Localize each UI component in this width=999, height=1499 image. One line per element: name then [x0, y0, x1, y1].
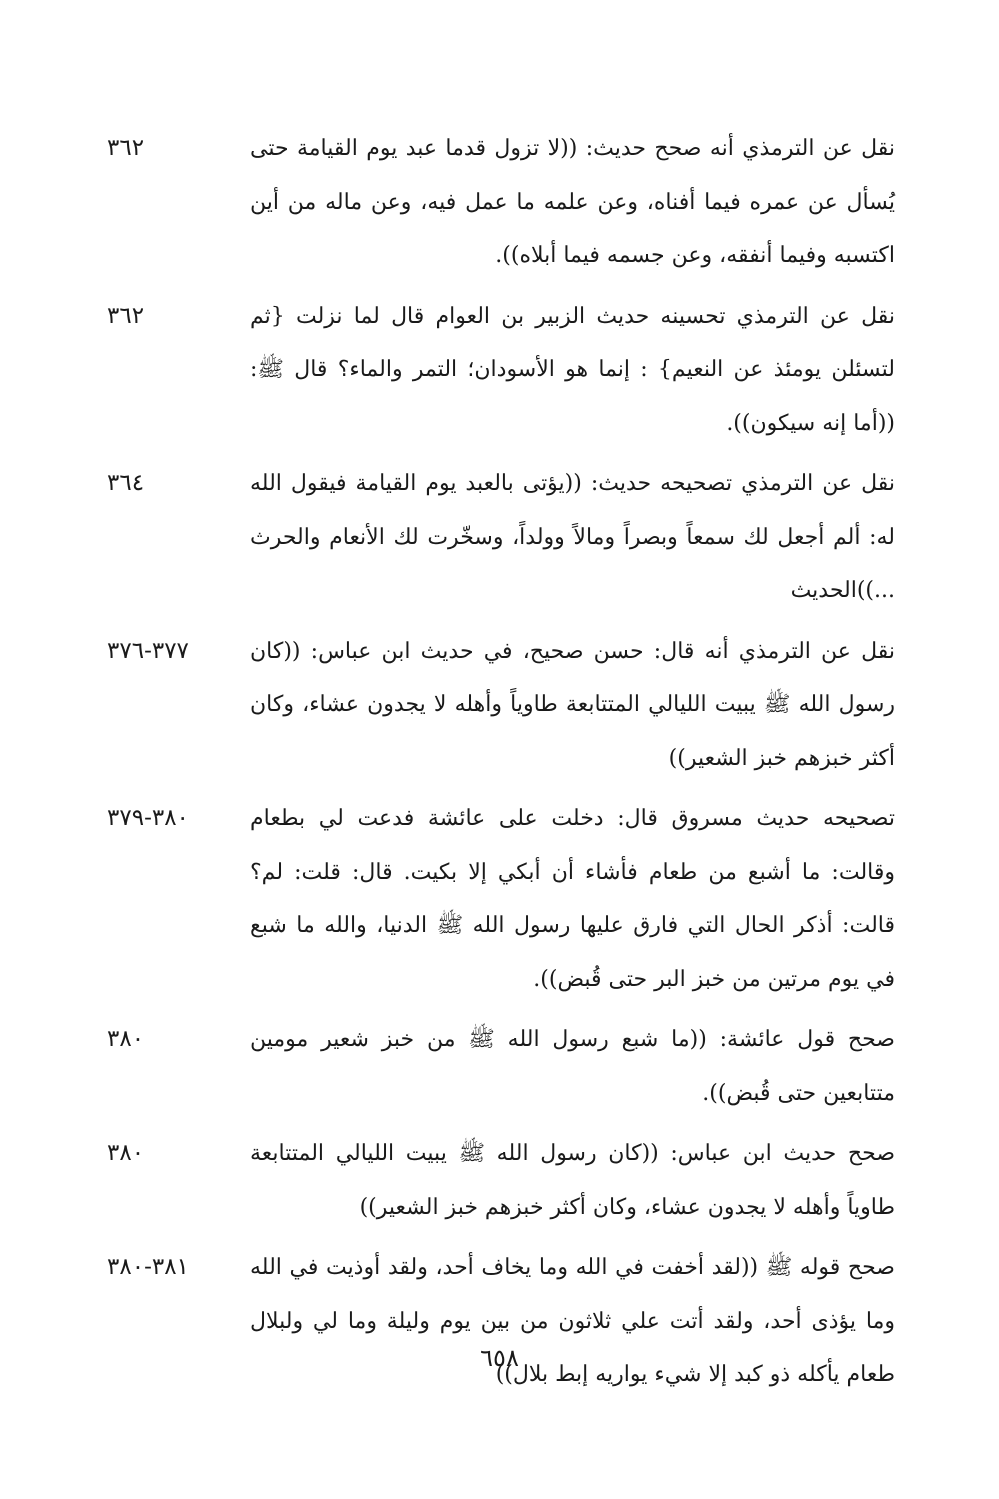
entry-text: نقل عن الترمذي أنه قال: حسن صحيح، في حديث ابن عباس: ((كان رسول الله ﷺ يبيت الليالي المتتابعة طاوياً وأهله لا يجدون عشاء، وكان أكثر خبزهم خبز الشعير)) — [250, 638, 895, 771]
index-entry — [95, 1013, 895, 1120]
entry-page-ref: ٣٦٢ — [107, 302, 145, 329]
page-number: ٦٥٨ — [480, 1344, 519, 1372]
entry-text: تصحيحه حديث مسروق قال: دخلت على عائشة فدعت لي بطعام وقالت: ما أشبع من طعام فأشاء أن أبكي إلا بكيت. قال: قلت: لم؟ قالت: أذكر الحال التي فارق عليها رسول الله ﷺ الدنيا، والله ما شبع في يوم مرتين من خبز البر حتى قُبض)). — [250, 806, 895, 992]
entry-text: نقل عن الترمذي تصحيحه حديث: ((يؤتى بالعبد يوم القيامة فيقول الله له: ألم أجعل لك سمعاً وبصراً ومالاً وولداً، وسخّرت لك الأنعام والحرث ...))الحديث — [250, 471, 895, 603]
entry-page-ref: ٣٦٢ — [107, 135, 145, 161]
index-entry — [95, 1241, 895, 1402]
entry-text: نقل عن الترمذي تحسينه حديث الزبير بن العوام قال لما نزلت {ثم لتسئلن يومئذ عن النعيم} : إنما هو الأسودان؛ التمر والماء؟ قال ﷺ: ((أما إنه سيكون)). — [250, 303, 895, 436]
index-entry — [95, 122, 895, 283]
index-entry — [95, 792, 895, 1006]
entry-page-ref: ٣٧٧-٣٧٦ — [107, 637, 189, 664]
entry-text: نقل عن الترمذي أنه صحح حديث: ((لا تزول قدما عبد يوم القيامة حتى يُسأل عن عمره فيما أفناه، وعن علمه ما عمل فيه، وعن ماله من أين اكتسبه وفيما أنفقه، وعن جسمه فيما أبلاه)). — [250, 136, 895, 268]
index-entry — [95, 625, 895, 786]
entry-page-ref: ٣٨١-٣٨٠ — [107, 1254, 189, 1280]
entry-page-ref: ٣٨٠ — [107, 1140, 145, 1166]
entry-page-ref: ٣٨٠-٣٧٩ — [107, 805, 189, 831]
entry-text: صحح قول عائشة: ((ما شبع رسول الله ﷺ من خبز شعير مومين متتابعين حتى قُبض)). — [250, 1027, 895, 1106]
index-entry — [95, 457, 895, 618]
entry-text: صحح قوله ﷺ ((لقد أخفت في الله وما يخاف أحد، ولقد أوذيت في الله وما يؤذى أحد، ولقد أتت علي ثلاثون من بين يوم وليلة وما لي ولبلال طعام يأكله ذو كبد إلا شيء يواريه إبط بلال)) — [250, 1255, 895, 1387]
entry-page-ref: ٣٦٤ — [107, 470, 145, 496]
index-entry — [95, 290, 895, 451]
entry-page-ref: ٣٨٠ — [107, 1026, 145, 1052]
entry-text: صحح حديث ابن عباس: ((كان رسول الله ﷺ يبيت الليالي المتتابعة طاوياً وأهله لا يجدون عشاء، وكان أكثر خبزهم خبز الشعير)) — [250, 1141, 895, 1220]
index-entries — [95, 122, 895, 1409]
index-entry — [95, 1127, 895, 1234]
